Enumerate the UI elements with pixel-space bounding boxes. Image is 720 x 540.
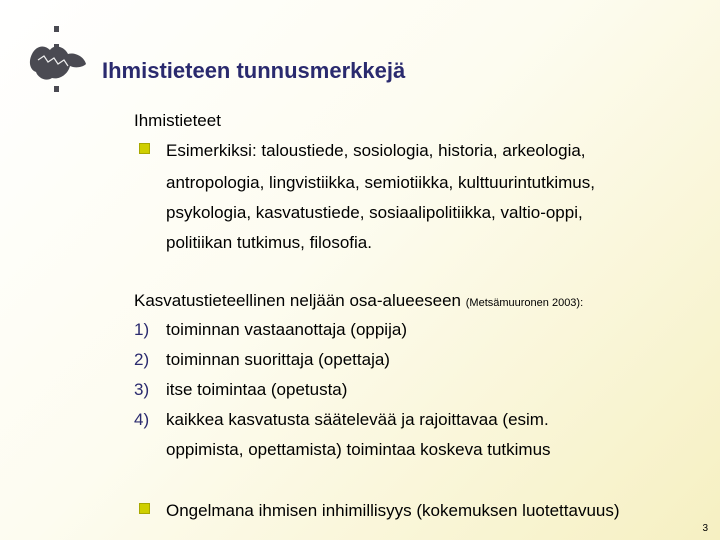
- section-heading-kasvatustiede: [134, 290, 583, 314]
- list-item-3: itse toimintaa (opetusta): [166, 380, 348, 399]
- example-line-2: antropologia, lingvistiikka, semiotiikka, kulttuurintutkimus,: [166, 173, 595, 192]
- section-heading-ihmistieteet: Ihmistieteet: [134, 111, 221, 130]
- list-item-4-line-2: oppimista, opettamista) toimintaa koskeva tutkimus: [166, 440, 551, 459]
- list-number-1: 1): [134, 320, 150, 339]
- example-line-3: psykologia, kasvatustiede, sosiaalipolitiikka, valtio-oppi,: [166, 203, 583, 222]
- list-item-4-line-1: kaikkea kasvatusta säätelevää ja rajoittavaa (esim.: [166, 410, 549, 429]
- bullet-square-icon: [139, 143, 150, 154]
- page-number: 3: [702, 523, 708, 534]
- problem-statement: Ongelmana ihmisen inhimillisyys (kokemuksen luotettavuus): [166, 501, 620, 520]
- example-line-1: Esimerkiksi: taloustiede, sosiologia, historia, arkeologia,: [166, 141, 586, 160]
- list-number-4: 4): [134, 410, 150, 429]
- list-item-2: toiminnan suorittaja (opettaja): [166, 350, 390, 369]
- list-number-3: 3): [134, 380, 150, 399]
- list-item-1: toiminnan vastaanottaja (oppija): [166, 320, 407, 339]
- bullet-square-icon: [139, 503, 150, 514]
- list-number-2: 2): [134, 350, 150, 369]
- example-line-4: politiikan tutkimus, filosofia.: [166, 233, 372, 252]
- slide-title: Ihmistieteen tunnusmerkkejä: [102, 58, 406, 83]
- source-citation: (Metsämuuronen 2003):: [465, 297, 584, 309]
- heading-text: Kasvatustieteellinen neljään osa-alueeseen: [134, 291, 462, 310]
